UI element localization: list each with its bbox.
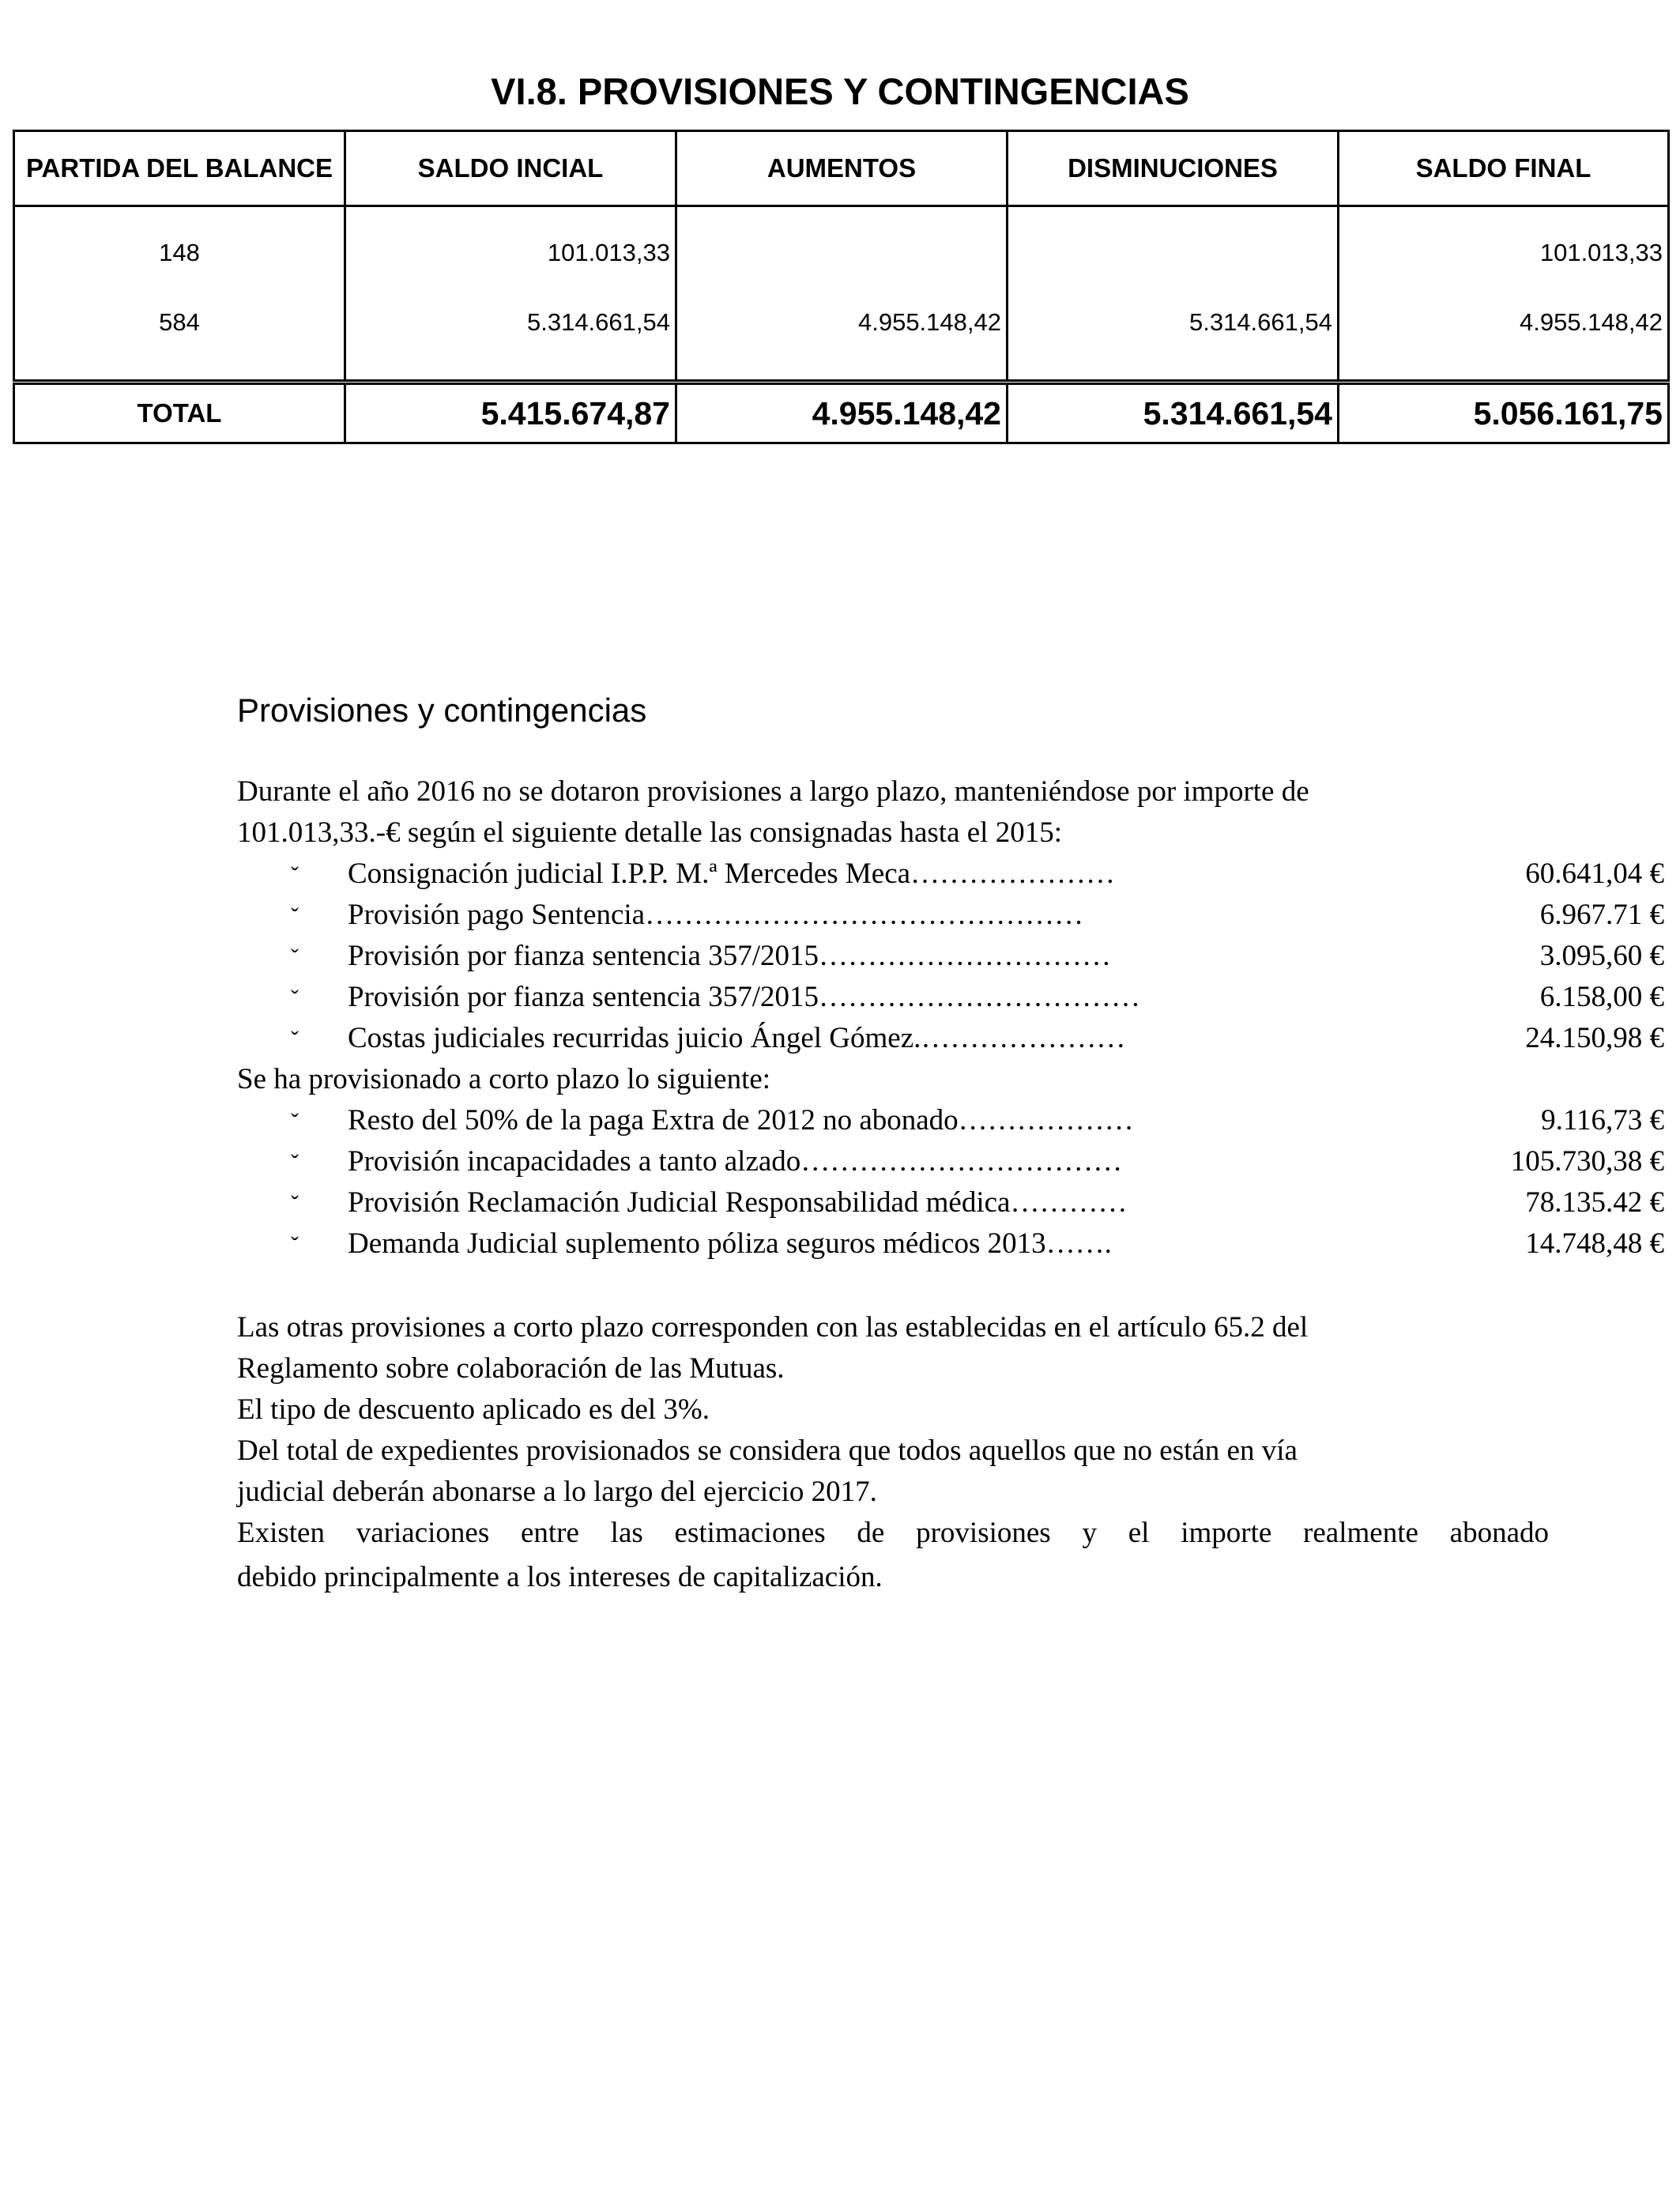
bullet-icon: ˇ: [291, 1027, 299, 1053]
table-row: [14, 299, 1669, 381]
total-disminuciones: 5.314.661,54: [1008, 384, 1339, 443]
list-item: [237, 936, 1664, 977]
cell-disminuciones: [1008, 206, 1339, 300]
cell-saldo-final: 101.013,33: [1339, 206, 1669, 300]
bullet-icon: ˇ: [291, 986, 299, 1012]
paragraph-line: Del total de expedientes provisionados se considera que todos aquellos que no están en vía: [237, 1434, 1298, 1467]
cell-saldo-inicial: 101.013,33: [345, 206, 676, 300]
header-saldo-inicial: SALDO INCIAL: [345, 131, 676, 206]
bullet-icon: ˇ: [291, 862, 299, 888]
list-item: [237, 1141, 1664, 1182]
item-amount: 78.135.42 €: [1525, 1186, 1664, 1219]
intro-line: 101.013,33.-€ según el siguiente detalle las consignadas hasta el 2015:: [237, 816, 1062, 849]
list-item: [237, 1223, 1664, 1265]
item-label: Provisión por fianza sentencia 357/2015……………………………: [348, 981, 1140, 1013]
total-saldo-final: 5.056.161,75: [1339, 384, 1669, 443]
table-header-row: [14, 131, 1669, 206]
cell-aumentos: [676, 206, 1008, 300]
paragraph-line: Las otras provisiones a corto plazo corresponden con las establecidas en el artículo 65.2 del: [237, 1311, 1309, 1344]
cell-disminuciones: 5.314.661,54: [1008, 299, 1339, 381]
item-label: Provisión pago Sentencia………………………………………: [348, 899, 1084, 931]
item-amount: 60.641,04 €: [1525, 858, 1664, 890]
paragraph-line: debido principalmente a los intereses de capitalización.: [237, 1561, 883, 1593]
bullet-icon: ˇ: [291, 944, 299, 971]
list-item: [237, 977, 1664, 1018]
item-label: Resto del 50% de la paga Extra de 2012 no abonado………………: [348, 1104, 1134, 1137]
total-saldo-inicial: 5.415.674,87: [345, 384, 676, 443]
cell-partida: 148: [14, 206, 345, 300]
table-row: [14, 206, 1669, 300]
item-label: Provisión Reclamación Judicial Responsabilidad médica…………: [348, 1186, 1128, 1219]
bullet-icon: ˇ: [291, 903, 299, 929]
bullet-icon: ˇ: [291, 1150, 299, 1176]
cell-saldo-final: 4.955.148,42: [1339, 299, 1669, 381]
total-row: [14, 384, 1669, 443]
item-label: Costas judiciales recurridas juicio Ángel Gómez.…………………: [348, 1022, 1126, 1054]
section-heading: Provisiones y contingencias: [237, 692, 647, 729]
cell-aumentos: 4.955.148,42: [676, 299, 1008, 381]
item-amount: 24.150,98 €: [1525, 1022, 1664, 1054]
item-label: Demanda Judicial suplemento póliza seguros médicos 2013…….: [348, 1227, 1112, 1260]
list-item: [237, 854, 1664, 895]
total-aumentos: 4.955.148,42: [676, 384, 1008, 443]
item-amount: 14.748,48 €: [1525, 1227, 1664, 1260]
list-item: [237, 1018, 1664, 1059]
bullet-icon: ˇ: [291, 1109, 299, 1135]
long-term-list: [237, 854, 1664, 1059]
item-label: Provisión incapacidades a tanto alzado……………………………: [348, 1145, 1123, 1178]
item-label: Provisión por fianza sentencia 357/2015…………………………: [348, 940, 1111, 972]
item-label: Consignación judicial I.P.P. M.ª Mercedes Meca…………………: [348, 858, 1116, 890]
cell-partida: 584: [14, 299, 345, 381]
item-amount: 6.158,00 €: [1539, 981, 1664, 1013]
paragraph-line: Existen variaciones entre las estimaciones de provisiones y el importe realmente abonado: [237, 1517, 1549, 1549]
long-term-block: [237, 771, 1664, 1265]
bullet-icon: ˇ: [291, 1191, 299, 1217]
list-item: [237, 895, 1664, 936]
closing-paragraphs: [237, 1307, 1549, 1598]
page-title: VI.8. PROVISIONES Y CONTINGENCIAS: [491, 70, 1189, 112]
item-amount: 105.730,38 €: [1510, 1145, 1664, 1178]
item-amount: 6.967.71 €: [1539, 899, 1664, 931]
totals-table: [13, 383, 1670, 444]
short-term-list: [237, 1100, 1664, 1265]
total-label: TOTAL: [14, 384, 345, 443]
header-aumentos: AUMENTOS: [676, 131, 1008, 206]
item-amount: 3.095,60 €: [1539, 940, 1664, 972]
paragraph-line: El tipo de descuento aplicado es del 3%.: [237, 1393, 710, 1426]
bullet-icon: ˇ: [291, 1232, 299, 1258]
cell-saldo-inicial: 5.314.661,54: [345, 299, 676, 381]
paragraph-line: judicial deberán abonarse a lo largo del ejercicio 2017.: [237, 1476, 877, 1508]
paragraph-line: Reglamento sobre colaboración de las Mutuas.: [237, 1352, 785, 1385]
header-disminuciones: DISMINUCIONES: [1008, 131, 1339, 206]
header-partida: PARTIDA DEL BALANCE: [14, 131, 345, 206]
short-term-intro: Se ha provisionado a corto plazo lo siguiente:: [237, 1063, 771, 1095]
provisions-table: [13, 130, 1670, 382]
list-item: [237, 1182, 1664, 1223]
intro-line: Durante el año 2016 no se dotaron provisiones a largo plazo, manteniéndose por importe de: [237, 775, 1309, 808]
header-saldo-final: SALDO FINAL: [1339, 131, 1669, 206]
list-item: [237, 1100, 1664, 1141]
item-amount: 9.116,73 €: [1541, 1104, 1664, 1137]
